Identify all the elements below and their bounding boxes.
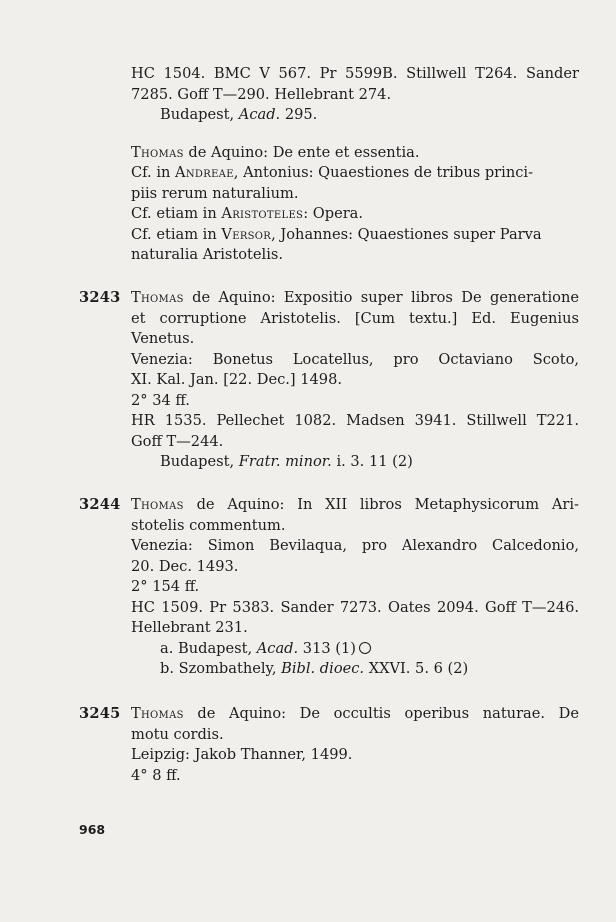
entry-title: Thomas de Aquino: De occultis operibus naturae. De (131, 705, 579, 722)
entry-title: Thomas de Aquino: In XII libros Metaphysicorum Ari- (131, 496, 579, 513)
cross-reference: piis rerum naturalium. (131, 184, 299, 202)
reference-line: Hellebrant 231. (131, 619, 248, 636)
reference-line: HR 1535. Pellechet 1082. Madsen 3941. Stillwell T221. (131, 412, 579, 429)
holding-line: Budapest, Acad. 295. (160, 106, 318, 123)
format: 4° 8 ff. (131, 766, 181, 784)
reference-line: HC 1509. Pr 5383. Sander 7273. Oates 2094. Goff T—246. (131, 598, 579, 616)
cross-reference: Thomas de Aquino: De ente et essentia. (131, 143, 420, 161)
holding-line: a. Budapest, Acad. 313 (1) (131, 639, 579, 660)
imprint: Leipzig: Jakob Thanner, 1499. (131, 746, 353, 763)
format: 2° 154 ff. (131, 578, 200, 595)
entry-number: 3244 (79, 496, 121, 513)
cross-reference: Cf. etiam in Versor, Johannes: Quaestiones super Parva (131, 225, 542, 243)
entry-title: stotelis commentum. (131, 516, 286, 534)
cross-reference: Cf. in Andreae, Antonius: Quaestiones de tribus princi- (131, 164, 533, 181)
imprint: 20. Dec. 1493. (131, 557, 239, 575)
format: 2° 34 ff. (131, 391, 190, 409)
circle-icon (359, 642, 371, 654)
reference-line: Goff T—244. (131, 432, 224, 450)
entry-title: Thomas de Aquino: Expositio super libros De generatione (131, 289, 579, 306)
imprint: Venezia: Simon Bevilaqua, pro Alexandro Calcedonio, (131, 537, 579, 554)
entry-title: Venetus. (131, 330, 195, 347)
entry-number: 3245 (79, 705, 121, 722)
imprint: XI. Kal. Jan. [22. Dec.] 1498. (131, 371, 343, 388)
cross-reference: Cf. etiam in Aristoteles: Opera. (131, 205, 364, 222)
entry-number: 3243 (79, 289, 121, 306)
reference-line: HC 1504. BMC V 567. Pr 5599B. Stillwell T264. Sander (131, 65, 579, 82)
entry-title: et corruptione Aristotelis. [Cum textu.] Ed. Eugenius (131, 309, 579, 327)
holding-line: Budapest, Fratr. minor. i. 3. 11 (2) (160, 453, 413, 470)
reference-line: 7285. Goff T—290. Hellebrant 274. (131, 85, 392, 103)
entry-title: motu cordis. (131, 725, 224, 743)
page-number: 968 (79, 822, 106, 837)
cross-reference: naturalia Aristotelis. (131, 246, 284, 263)
imprint: Venezia: Bonetus Locatellus, pro Octaviano Scoto, (131, 350, 579, 368)
holding-line: b. Szombathely, Bibl. dioec. XXVI. 5. 6 (2) (160, 660, 469, 677)
